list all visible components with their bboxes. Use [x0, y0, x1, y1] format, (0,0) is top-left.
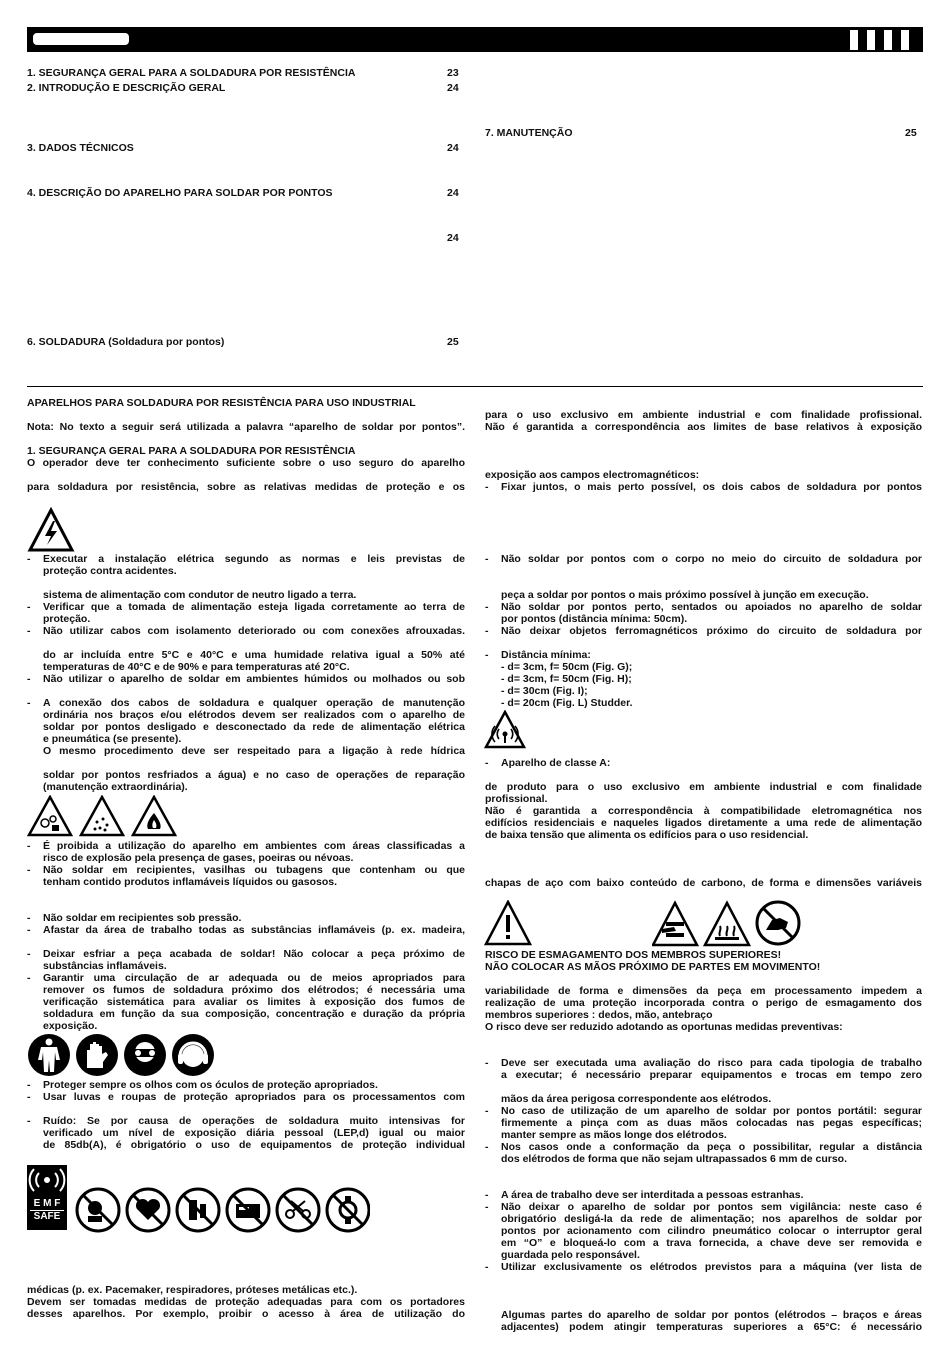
- bullet-text: guardada pelo responsável.: [501, 1249, 640, 1261]
- no-tools-icon: [277, 1189, 319, 1231]
- paragraph-text: membros superiores : dedos, mão, antebraço: [485, 1009, 713, 1021]
- bullet-text: O mesmo procedimento deve ser respeitado para a ligação à rede hídrica: [43, 745, 465, 757]
- explosive-atmosphere-icons: [27, 795, 177, 837]
- bullet-text: soldadura em função da sua composição, concentração e duração da própria: [43, 1008, 465, 1020]
- paragraph-text: sistema de alimentação com condutor de neutro ligado a terra.: [43, 589, 357, 601]
- bullet-dash: -: [27, 1079, 31, 1091]
- no-hands-icon: [757, 902, 799, 944]
- intro-text: O operador deve ter conhecimento suficiente sobre o uso seguro do aparelho: [27, 457, 465, 469]
- distance-item: - d= 3cm, f= 50cm (Fig. G);: [501, 661, 633, 673]
- bullet-dash: -: [485, 757, 489, 769]
- hot-surface-warning-icon: [705, 903, 749, 945]
- bullet-dash: -: [485, 553, 489, 565]
- bullet-text: Fixar juntos, o mais perto possível, os dois cabos de soldadura por pontos: [501, 481, 922, 493]
- bullet-text: Distância mínima:: [501, 649, 591, 661]
- paragraph-text: exposição aos campos electromagnéticos:: [485, 469, 700, 481]
- bullet-dash: -: [27, 924, 31, 936]
- bullet-text: dos elétrodos de forma que não sejam ultrapassados 6 mm de curso.: [501, 1153, 848, 1165]
- toc-page-4: 24: [447, 187, 459, 199]
- bullet-text: Deve ser executada uma avaliação do risco para cada tipologia de trabalho: [501, 1057, 922, 1069]
- bullet-text: A conexão dos cabos de soldadura e qualquer operação de manutenção: [43, 697, 465, 709]
- bullet-text: risco de explosão pela presença de gases, poeiras ou névoas.: [43, 852, 354, 864]
- bullet-text: soldar por pontos desligado e desconectado da rede de alimentação elétrica: [43, 721, 465, 733]
- paragraph-text: edifícios residenciais e naqueles ligados diretamente a uma rede de alimentação: [485, 817, 922, 829]
- no-watch-icon: [327, 1189, 369, 1231]
- bullet-dash: -: [27, 1091, 31, 1103]
- intro-text: para soldadura por resistência, sobre as relativas medidas de proteção e os: [27, 481, 465, 493]
- bullet-dash: -: [27, 1115, 31, 1127]
- distance-item: - d= 3cm, f= 50cm (Fig. H);: [501, 673, 632, 685]
- dust-hazard-icon: [81, 797, 123, 835]
- bullet-text: Proteger sempre os olhos com os óculos de proteção apropriados.: [43, 1079, 378, 1091]
- bullet-text: Não deixar o aparelho de soldar por pontos sem vigilância: neste caso é: [501, 1201, 922, 1213]
- paragraph-text: médicas (p. ex. Pacemaker, respiradores, próteses metálicas etc.).: [27, 1284, 358, 1296]
- bullet-dash: -: [485, 1141, 489, 1153]
- bullet-dash: -: [27, 625, 31, 637]
- paragraph-text: profissional.: [485, 793, 548, 805]
- bullet-dash: -: [485, 649, 489, 661]
- bullet-dash: -: [27, 972, 31, 984]
- bullet-text: (manutenção extraordinária).: [43, 781, 188, 793]
- bullet-text: Nos casos onde a conformação da peça o possibilitar, regular a distância: [501, 1141, 922, 1153]
- toc-item-4[interactable]: 4. DESCRIÇÃO DO APARELHO PARA SOLDAR POR PONTOS: [27, 187, 333, 199]
- bullet-text: É proibida a utilização do aparelho em ambientes com áreas classificadas a: [43, 840, 465, 852]
- bullet-text: verificação sistemática para avaliar os limites à exposição dos fumos de: [43, 996, 465, 1008]
- paragraph-text: chapas de aço com baixo conteúdo de carbono, de forma e dimensões variáveis: [485, 877, 922, 889]
- toc-item-3[interactable]: 3. DADOS TÉCNICOS: [27, 142, 134, 154]
- bullet-text: proteção.: [43, 613, 91, 625]
- bullet-text: por pontos (distância mínima: 50cm).: [501, 613, 688, 625]
- no-metal-objects-icon: [177, 1189, 219, 1231]
- paragraph-text: realização de uma proteção incorporada contra o perigo de esmagamento dos: [485, 997, 922, 1009]
- bullet-dash: -: [27, 912, 31, 924]
- bullet-text: Não soldar em recipientes, vasilhas ou tubagens que contenham ou que: [43, 864, 465, 876]
- bullet-dash: -: [485, 1057, 489, 1069]
- paragraph-text: Não é garantida a correspondência aos limites de base relativos à exposição: [485, 421, 922, 433]
- ear-protection-icon: [172, 1034, 214, 1076]
- bullet-text: Usar luvas e roupas de proteção apropriados para os processamentos com: [43, 1091, 465, 1103]
- distance-item: - d= 20cm (Fig. L) Studder.: [501, 697, 633, 709]
- note-text: Nota: No texto a seguir será utilizada a palavra “aparelho de soldar por pontos”.: [27, 421, 465, 433]
- toc-page-5: 24: [447, 232, 459, 244]
- bullet-dash: -: [485, 625, 489, 637]
- bullet-text: No caso de utilização de um aparelho de soldar por pontos portátil: segurar: [501, 1105, 922, 1117]
- bullet-dash: -: [485, 1261, 489, 1273]
- emf-antenna-icon: [27, 1165, 67, 1195]
- toc-page-3: 24: [447, 142, 459, 154]
- bullet-text: Não utilizar cabos com isolamento deteriorado ou com conexões afrouxadas.: [43, 625, 465, 637]
- bullet-text: exposição.: [43, 1020, 98, 1032]
- bullet-dash: -: [27, 601, 31, 613]
- paragraph-text: O risco deve ser reduzido adotando as oportunas medidas preventivas:: [485, 1021, 843, 1033]
- bullet-text: remover os fumos de soldadura próximo dos elétrodos; é necessária uma: [43, 984, 465, 996]
- bullet-text: Garantir uma circulação de ar adequada ou de meios apropriados para: [43, 972, 465, 984]
- bullet-text: peça a soldar por pontos o mais próximo possível à junção em execução.: [501, 589, 869, 601]
- header-stripe: [867, 30, 875, 50]
- bullet-text: Não soldar em recipientes sob pressão.: [43, 912, 242, 924]
- no-watches-cards-icon: [227, 1189, 269, 1231]
- header-stripe: [901, 30, 909, 50]
- paragraph-text: Algumas partes do aparelho de soldar por pontos (elétrodos – braços e áreas: [501, 1309, 922, 1321]
- prohibition-icons: [75, 1186, 370, 1234]
- toc-page-7: 25: [905, 127, 917, 139]
- paragraph-text: Não é garantida a correspondência à compatibilidade eletromagnética nos: [485, 805, 922, 817]
- no-pacemaker-icon: [127, 1189, 169, 1231]
- paragraph-text: Devem ser tomadas medidas de proteção adequadas para com os portadores: [27, 1296, 465, 1308]
- bullet-dash: -: [485, 481, 489, 493]
- safe-label: SAFE: [30, 1210, 64, 1223]
- bullet-text: Não soldar por pontos perto, sentados ou apoiados no aparelho de soldar: [501, 601, 922, 613]
- gloves-icon: [76, 1034, 118, 1076]
- bullet-dash: -: [485, 601, 489, 613]
- hand-crush-warning-icon: [653, 903, 697, 945]
- bullet-text: verificado um nível de exposição diária pessoal (LEP,d) igual ou maior: [43, 1127, 465, 1139]
- bullet-dash: -: [27, 864, 31, 876]
- hands-warning: NÃO COLOCAR AS MÃOS PRÓXIMO DE PARTES EM MOVIMENTO!: [485, 961, 821, 973]
- bullet-text: soldar por pontos resfriados a água) e no caso de operações de reparação: [43, 769, 465, 781]
- bullet-text: tenham contido produtos inflamáveis líquidos ou gasosos.: [43, 876, 338, 888]
- bullet-text: Deixar esfriar a peça acabada de soldar! Não colocar a peça próximo de: [43, 948, 465, 960]
- bullet-dash: -: [27, 697, 31, 709]
- paragraph-text: variabilidade de forma e dimensões da peça em processamento impedem a: [485, 985, 922, 997]
- toc-item-1[interactable]: 1. SEGURANÇA GERAL PARA A SOLDADURA POR RESISTÊNCIA: [27, 67, 356, 79]
- safety-goggles-icon: [124, 1034, 166, 1076]
- bullet-text: ordinária nos braços e/ou elétrodos devem ser realizados com o aparelho de: [43, 709, 465, 721]
- bullet-text: Afastar da área de trabalho todas as substâncias inflamáveis (p. ex. madeira,: [43, 924, 465, 936]
- bullet-text: Verificar que a tomada de alimentação esteja ligada corretamente ao terra de: [43, 601, 465, 613]
- protective-clothing-icon: [28, 1034, 70, 1076]
- bullet-text: manter sempre as mãos longe dos elétrodos.: [501, 1129, 727, 1141]
- electromagnetic-field-warning-icon: [484, 710, 526, 750]
- paragraph-text: adjacentes) podem atingir temperaturas superiores a 65°C: é necessário: [501, 1321, 922, 1333]
- header-stripe: [884, 30, 892, 50]
- section-title: 1. SEGURANÇA GERAL PARA A SOLDADURA POR RESISTÊNCIA: [27, 445, 356, 457]
- bullet-text: Não deixar objetos ferromagnéticos próximo do circuito de soldadura por: [501, 625, 922, 637]
- bullet-text: firmemente a pinça com as duas mãos colocadas nas pegas específicas;: [501, 1117, 922, 1129]
- bullet-text: a executar; é necessário preparar equipamentos e trocas em tempo zero: [501, 1069, 922, 1081]
- bullet-text: em “O” e bloqueá-lo com a trava fornecida, a chave deve ser removida e: [501, 1237, 922, 1249]
- paragraph-text: de produto para o uso exclusivo em ambiente industrial e com finalidade: [485, 781, 922, 793]
- bullet-dash: -: [485, 1105, 489, 1117]
- bullet-dash: -: [27, 840, 31, 852]
- bullet-text: de 85db(A), é obrigatório o uso de equipamentos de proteção individual: [43, 1139, 465, 1151]
- crushing-heat-warning-icons: [652, 900, 802, 948]
- bullet-text: Aparelho de classe A:: [501, 757, 611, 769]
- bullet-text: proteção contra acidentes.: [43, 565, 177, 577]
- bullet-dash: -: [485, 1201, 489, 1213]
- bullet-text: Executar a instalação elétrica segundo as normas e leis previstas de: [43, 553, 465, 565]
- paragraph-text: de baixa tensão que alimenta os edifícios para o uso residencial.: [485, 829, 809, 841]
- toc-item-7[interactable]: 7. MANUTENÇÃO: [485, 127, 573, 139]
- emf-safe-logo: [27, 1165, 67, 1230]
- bullet-text: A área de trabalho deve ser interditada a pessoas estranhas.: [501, 1189, 804, 1201]
- toc-page-6: 25: [447, 336, 459, 348]
- toc-page-2: 24: [447, 82, 459, 94]
- bullet-text: e pneumática (se presente).: [43, 733, 182, 745]
- bullet-text: mãos da área perigosa correspondente aos elétrodos.: [501, 1093, 772, 1105]
- no-metal-implants-icon: [77, 1189, 119, 1231]
- header-bar: [27, 27, 923, 52]
- paragraph-text: para o uso exclusivo em ambiente industrial e com finalidade profissional.: [485, 409, 922, 421]
- emf-label: E M F: [33, 1198, 61, 1209]
- distance-item: - d= 30cm (Fig. I);: [501, 685, 588, 697]
- bullet-dash: -: [485, 1189, 489, 1201]
- paragraph-text: do ar incluída entre 5°C e 40°C e uma humidade relativa igual a 50% até: [43, 649, 465, 661]
- header-tab-marker: [33, 33, 129, 45]
- paragraph-text: desses aparelhos. Por exemplo, proibir o acesso à área de utilização do: [27, 1308, 465, 1320]
- bullet-text: obrigatório desligá-la da rede de alimentação; nos aparelhos de soldar por: [501, 1213, 922, 1225]
- header-stripe: [850, 30, 858, 50]
- document-title: APARELHOS PARA SOLDADURA POR RESISTÊNCIA PARA USO INDUSTRIAL: [27, 397, 416, 409]
- toc-item-2[interactable]: 2. INTRODUÇÃO E DESCRIÇÃO GERAL: [27, 82, 226, 94]
- bullet-dash: -: [27, 673, 31, 685]
- bullet-text: Não utilizar o aparelho de soldar em ambientes húmidos ou molhados ou sob: [43, 673, 465, 685]
- crush-risk-warning: RISCO DE ESMAGAMENTO DOS MEMBROS SUPERIORES!: [485, 949, 782, 961]
- bullet-text: pontos por acionamento com cilindro pneumático colocar o interruptor geral: [501, 1225, 922, 1237]
- toc-page-1: 23: [447, 67, 459, 79]
- paragraph-text: temperaturas de 40°C e de 90% e para temperaturas até 20°C.: [43, 661, 350, 673]
- electric-hazard-icon: [27, 507, 75, 553]
- general-warning-icon: [484, 900, 532, 946]
- ppe-mandatory-icons: [27, 1032, 219, 1078]
- bullet-dash: -: [27, 553, 31, 565]
- bullet-text: Ruído: Se por causa de operações de soldadura muito intensivas for: [43, 1115, 465, 1127]
- bullet-text: Não soldar por pontos com o corpo no meio do circuito de soldadura por: [501, 553, 922, 565]
- bullet-dash: -: [27, 948, 31, 960]
- gas-hazard-icon: [29, 797, 71, 835]
- section-divider: [27, 386, 923, 387]
- bullet-text: Utilizar exclusivamente os elétrodos previstos para a máquina (ver lista de: [501, 1261, 922, 1273]
- toc-item-6[interactable]: 6. SOLDADURA (Soldadura por pontos): [27, 336, 225, 348]
- bullet-text: substâncias inflamáveis.: [43, 960, 167, 972]
- flammable-icon: [133, 797, 175, 835]
